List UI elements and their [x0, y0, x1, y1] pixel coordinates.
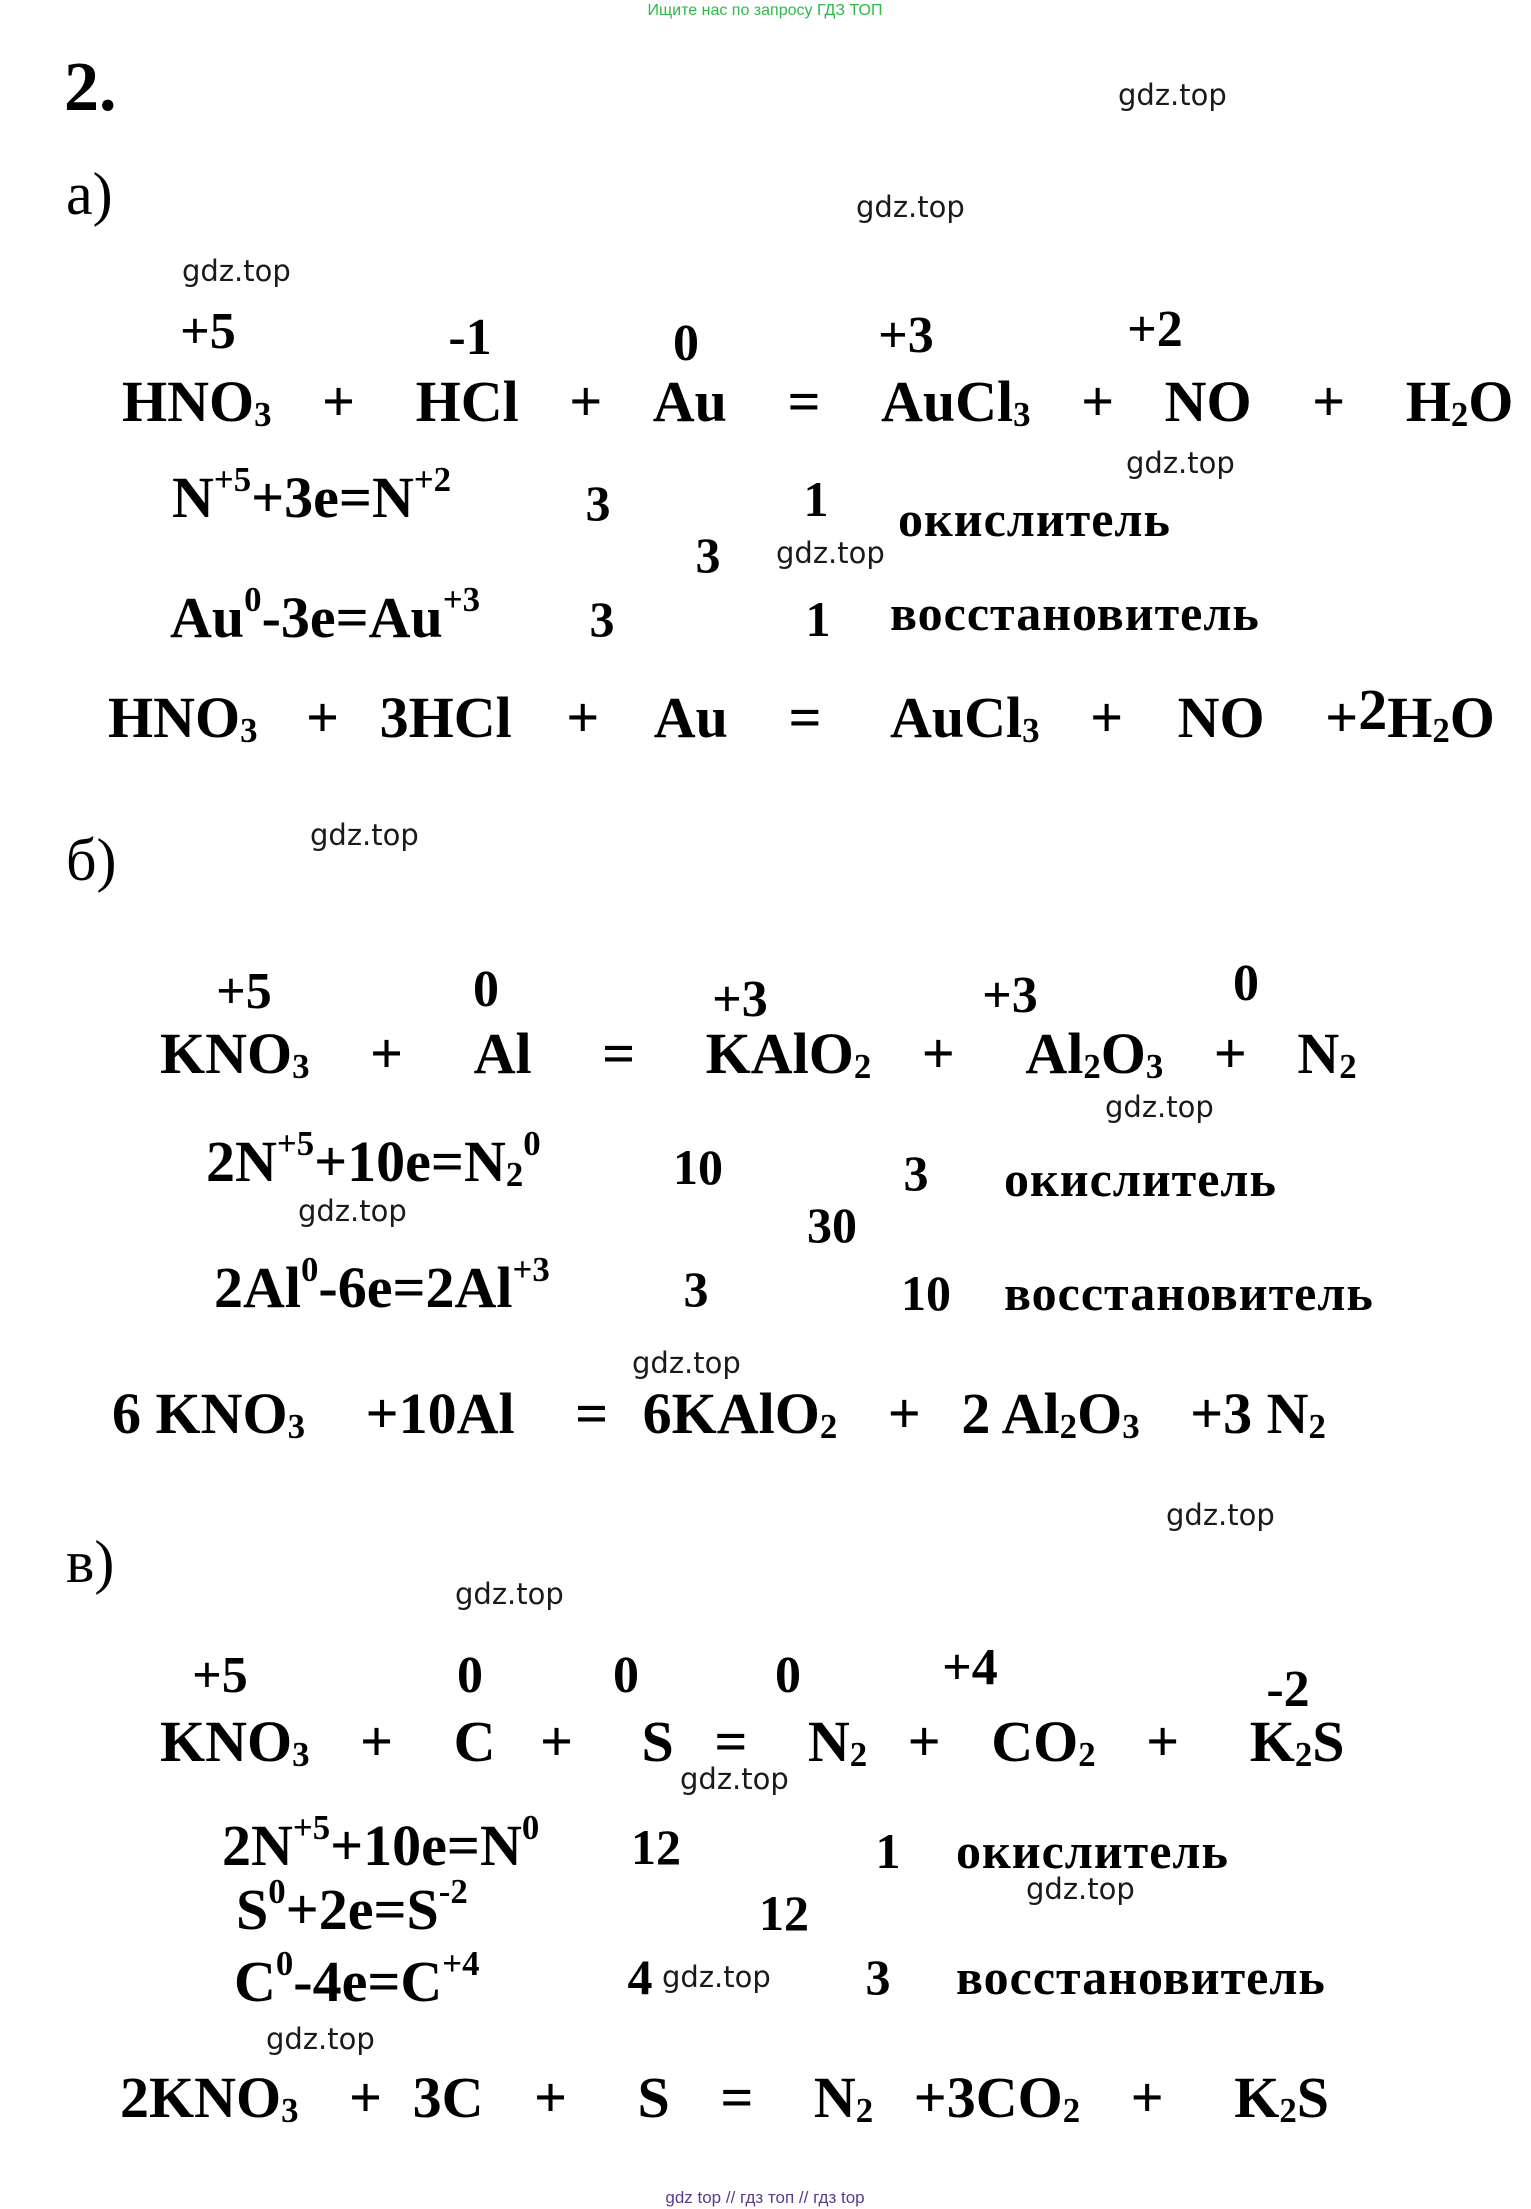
- oxidation-state: +3: [712, 971, 768, 1028]
- role-label: восстановитель: [890, 585, 1260, 641]
- watermark: gdz.top: [680, 1762, 789, 1796]
- oxidation-state: +4: [942, 1639, 998, 1696]
- half-reaction: $N^{+5}+3e=N^{+2}$: [172, 459, 452, 530]
- half-reaction: $2N^{+5}+10e=N^0$: [222, 1807, 540, 1878]
- oxidation-state: +3: [982, 967, 1038, 1024]
- oxidation-state: 0: [775, 1647, 801, 1704]
- watermark: gdz.top: [455, 1577, 564, 1611]
- lcm: 3: [695, 527, 721, 583]
- role-label: восстановитель: [956, 1949, 1326, 2005]
- electron-count: 3: [585, 475, 611, 531]
- oxidation-state: -1: [448, 309, 492, 366]
- watermark: gdz.top: [1105, 1090, 1214, 1124]
- multiplier: 3: [903, 1145, 929, 1201]
- balanced-equation-v: $2KNO_3 + 3C + S = N_2 +3CO_2 + K_2S$: [120, 2065, 1329, 2131]
- electron-count: 4: [627, 1949, 653, 2005]
- oxidation-state: +5: [192, 1647, 248, 1704]
- footer-separator: //: [725, 2188, 736, 2207]
- footer-link[interactable]: gdz top: [665, 2188, 722, 2207]
- multiplier: 3: [865, 1949, 891, 2005]
- multiplier: 1: [803, 471, 829, 527]
- role-label: окислитель: [898, 491, 1171, 547]
- task-number: 2.: [64, 49, 117, 126]
- footer-link[interactable]: гдз топ: [740, 2188, 795, 2207]
- multiplier: 1: [875, 1823, 901, 1879]
- equation-b: $KNO_3 + Al$ = KAlO$_2$ + $Al_2O_3 + N_2$: [160, 1021, 1357, 1087]
- section-label: б): [66, 827, 117, 893]
- oxidation-state: -2: [1266, 1661, 1310, 1718]
- watermark: gdz.top: [1166, 1498, 1275, 1532]
- electron-count: 3: [683, 1261, 709, 1317]
- watermark: gdz.top: [856, 190, 965, 224]
- half-reaction: $2Al^0-6e=2Al^{+3}$: [214, 1249, 550, 1320]
- oxidation-state: +5: [216, 963, 272, 1020]
- watermark: gdz.top: [632, 1346, 741, 1380]
- footer-link[interactable]: гдз top: [813, 2188, 865, 2207]
- oxidation-state: +2: [1127, 301, 1183, 358]
- watermark: gdz.top: [662, 1960, 771, 1994]
- equation-v: $KNO_3 + C + S = N_2 + CO_2 + K_2S$: [160, 1709, 1345, 1775]
- lcm: 12: [759, 1885, 809, 1941]
- oxidation-state: 0: [673, 315, 699, 372]
- balanced-equation-a: $HNO_3 + 3HCl + Au$ = AuCl$_3$ + NO $+2H_2O$: [108, 677, 1495, 751]
- half-reaction: $C^0-4e=C^{+4}$: [234, 1943, 480, 2014]
- electron-count: 12: [631, 1819, 681, 1875]
- watermark: gdz.top: [266, 2022, 375, 2056]
- watermark: gdz.top: [776, 536, 885, 570]
- multiplier: 1: [805, 591, 831, 647]
- oxidation-state: 0: [457, 1647, 483, 1704]
- watermark: gdz.top: [1126, 446, 1235, 480]
- watermark: gdz.top: [182, 254, 291, 288]
- watermark: gdz.top: [298, 1194, 407, 1228]
- footer-separator: //: [798, 2188, 809, 2207]
- watermark: gdz.top: [1026, 1872, 1135, 1906]
- watermark: gdz.top: [1118, 78, 1227, 112]
- oxidation-state: 0: [613, 1647, 639, 1704]
- oxidation-state: 0: [473, 961, 499, 1018]
- watermark: gdz.top: [310, 818, 419, 852]
- half-reaction: $S^0+2e=S^{-2}$: [236, 1871, 468, 1942]
- section-label: в): [66, 1529, 115, 1595]
- footer-links: [665, 2188, 864, 2208]
- oxidation-state: 0: [1233, 955, 1259, 1012]
- half-reaction: $Au^0-3e=Au^{+3}$: [170, 579, 481, 650]
- electron-count: 3: [589, 591, 615, 647]
- lcm: 30: [807, 1197, 857, 1253]
- role-label: восстановитель: [1004, 1265, 1374, 1321]
- role-label: окислитель: [1004, 1151, 1277, 1207]
- section-label: а): [66, 161, 113, 227]
- role-label: окислитель: [956, 1823, 1229, 1879]
- half-reaction: $2N^{+5}+10e=N_2^0$: [206, 1123, 541, 1195]
- search-hint: Ищите нас по запросу ГДЗ ТОП: [647, 2, 883, 19]
- electron-count: 10: [673, 1139, 723, 1195]
- multiplier: 10: [901, 1265, 951, 1321]
- oxidation-state: +3: [878, 307, 934, 364]
- equation-a: $HNO_3$ + HCl + Au = AuCl$_3$ + NO + $H_2O$: [122, 369, 1514, 435]
- oxidation-state: +5: [180, 303, 236, 360]
- balanced-equation-b: 6 $KNO_3 +10Al$ = 6KAlO$_2$ + 2 $Al_2O_3 +3$ $N_2$: [112, 1381, 1326, 1447]
